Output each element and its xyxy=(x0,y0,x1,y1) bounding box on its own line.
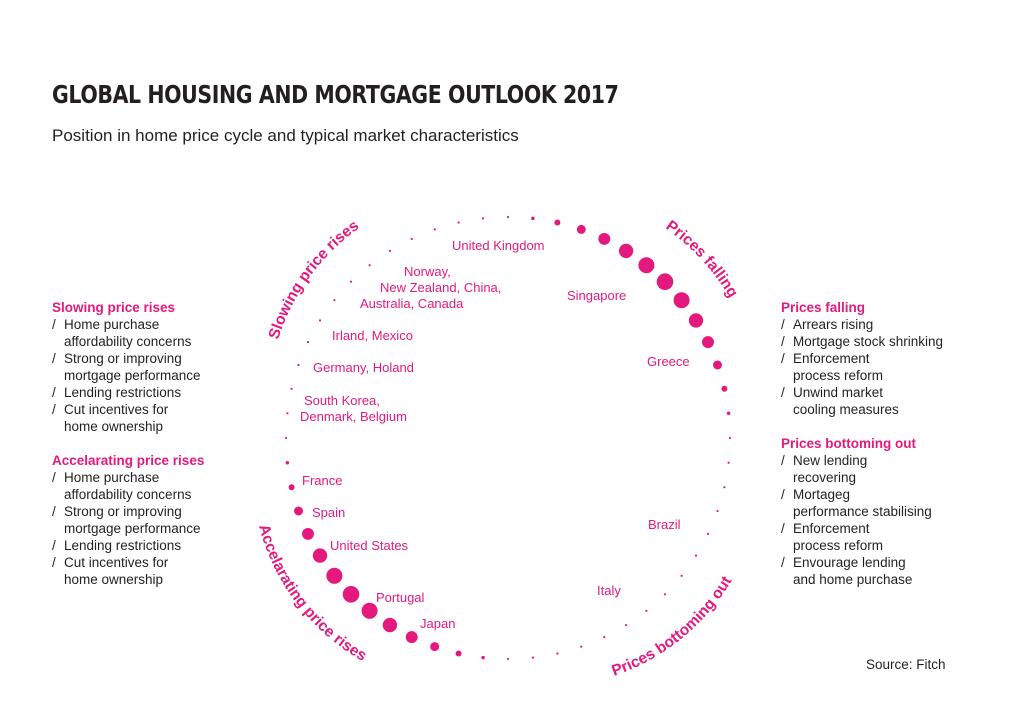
cycle-dot xyxy=(456,651,462,657)
cycle-dot xyxy=(695,555,697,557)
characteristic-item: / Strong or improving mortgage performance xyxy=(52,503,252,537)
cycle-dot xyxy=(713,361,722,370)
country-label: New Zealand, China, xyxy=(380,280,502,295)
cycle-dot xyxy=(728,462,730,464)
country-label: Irland, Mexico xyxy=(332,328,413,343)
cycle-dot xyxy=(297,364,299,366)
cycle-dot xyxy=(619,244,633,258)
phase-bottoming-text: Prices bottoming out xyxy=(609,573,736,680)
cycle-dot xyxy=(664,593,666,595)
cycle-dot xyxy=(389,250,391,252)
cycle-dot xyxy=(707,533,709,535)
country-label: Spain xyxy=(312,505,346,520)
cycle-dot xyxy=(507,658,509,660)
cycle-dot xyxy=(657,273,674,290)
cycle-dot xyxy=(638,257,654,273)
cycle-dot xyxy=(333,299,335,301)
cycle-dot xyxy=(554,220,560,226)
cycle-dot xyxy=(556,652,558,654)
cycle-dot xyxy=(727,412,731,416)
cycle-dot xyxy=(326,568,342,584)
country-label: Singapore xyxy=(567,288,627,303)
cycle-dot xyxy=(721,386,727,392)
phase-label-falling xyxy=(663,217,741,300)
characteristic-item: / Mortgage stock shrinking xyxy=(781,333,981,350)
phase-label-bottoming xyxy=(610,573,736,679)
characteristic-item: / Enforcement process reform xyxy=(781,520,981,554)
cycle-dot xyxy=(291,388,293,390)
country-label: Norway, xyxy=(404,264,451,279)
source-note: Source: Fitch xyxy=(866,657,946,672)
panel-heading: Prices falling xyxy=(781,300,866,315)
cycle-dot xyxy=(580,646,582,648)
country-label: United States xyxy=(330,538,409,553)
phase-slowing-text: Slowing price rises xyxy=(265,217,363,342)
country-label: Greece xyxy=(647,354,690,369)
cycle-dot xyxy=(598,233,610,245)
cycle-dot xyxy=(434,228,436,230)
cycle-dot xyxy=(343,586,360,603)
cycle-dot xyxy=(681,575,683,577)
country-label: Denmark, Belgium xyxy=(300,409,407,424)
cycle-dot xyxy=(716,510,718,512)
cycle-dot xyxy=(531,217,535,221)
characteristic-item: / Cut incentives for home ownership xyxy=(52,554,252,588)
characteristic-item: / Arrears rising xyxy=(781,316,981,333)
characteristic-item: / New lending recovering xyxy=(781,452,981,486)
page-title: GLOBAL HOUSING AND MORTGAGE OUTLOOK 2017 xyxy=(52,80,619,109)
country-label: Australia, Canada xyxy=(360,296,464,311)
cycle-dot xyxy=(362,603,378,619)
cycle-dot xyxy=(294,507,303,516)
cycle-dot xyxy=(702,336,714,348)
cycle-dot xyxy=(289,484,295,490)
country-label: Germany, Holand xyxy=(313,360,414,375)
characteristic-item: / Envourage lending and home purchase xyxy=(781,554,981,588)
characteristic-item: / Lending restrictions xyxy=(52,384,252,401)
cycle-dot xyxy=(674,292,690,308)
cycle-dot xyxy=(313,548,327,562)
cycle-dot xyxy=(689,313,703,327)
cycle-dot xyxy=(350,281,352,283)
characteristic-item: / Home purchase affordability concerns xyxy=(52,316,252,350)
cycle-dot xyxy=(430,642,439,651)
cycle-dot xyxy=(532,657,534,659)
cycle-dot xyxy=(723,486,725,488)
cycle-dot xyxy=(319,319,321,321)
cycle-dot xyxy=(625,624,627,626)
panel-heading: Accelarating price rises xyxy=(52,453,205,468)
cycle-dot xyxy=(286,412,288,414)
characteristic-item: / Mortageg performance stabilising xyxy=(781,486,981,520)
panel-heading: Prices bottoming out xyxy=(781,436,916,451)
cycle-dot xyxy=(458,221,460,223)
characteristic-item: / Unwind market cooling measures xyxy=(781,384,981,418)
country-label: Portugal xyxy=(376,590,425,605)
cycle-dot xyxy=(406,631,418,643)
page-subtitle: Position in home price cycle and typical market characteristics xyxy=(52,126,519,145)
characteristic-item: / Cut incentives for home ownership xyxy=(52,401,252,435)
characteristic-item: / Strong or improving mortgage performance xyxy=(52,350,252,384)
cycle-dot xyxy=(577,225,586,234)
cycle-dot xyxy=(285,437,287,439)
cycle-dot xyxy=(383,618,397,632)
cycle-dots xyxy=(285,216,731,660)
phase-accelerating-text: Accelarating price rises xyxy=(255,522,370,665)
country-label: United Kingdom xyxy=(452,238,545,253)
cycle-dot xyxy=(507,216,509,218)
country-label: France xyxy=(302,473,343,488)
phase-label-slowing xyxy=(266,217,362,341)
country-label: Italy xyxy=(597,583,621,598)
cycle-dot xyxy=(286,461,290,465)
panel-heading: Slowing price rises xyxy=(52,300,176,315)
cycle-dot xyxy=(482,217,484,219)
cycle-dot xyxy=(302,528,314,540)
cycle-dot xyxy=(481,656,485,660)
cycle-dot xyxy=(369,264,371,266)
phase-falling-text: Prices falling xyxy=(662,217,742,301)
cycle-dot xyxy=(603,636,605,638)
country-label: South Korea, xyxy=(304,393,380,408)
characteristic-item: / Lending restrictions xyxy=(52,537,252,554)
cycle-dot xyxy=(729,437,731,439)
cycle-dot xyxy=(307,341,309,343)
characteristic-item: / Home purchase affordability concerns xyxy=(52,469,252,503)
country-label: Brazil xyxy=(648,517,681,532)
cycle-dot xyxy=(411,238,413,240)
characteristic-item: / Enforcement process reform xyxy=(781,350,981,384)
cycle-dot xyxy=(645,610,647,612)
country-label: Japan xyxy=(420,616,456,631)
